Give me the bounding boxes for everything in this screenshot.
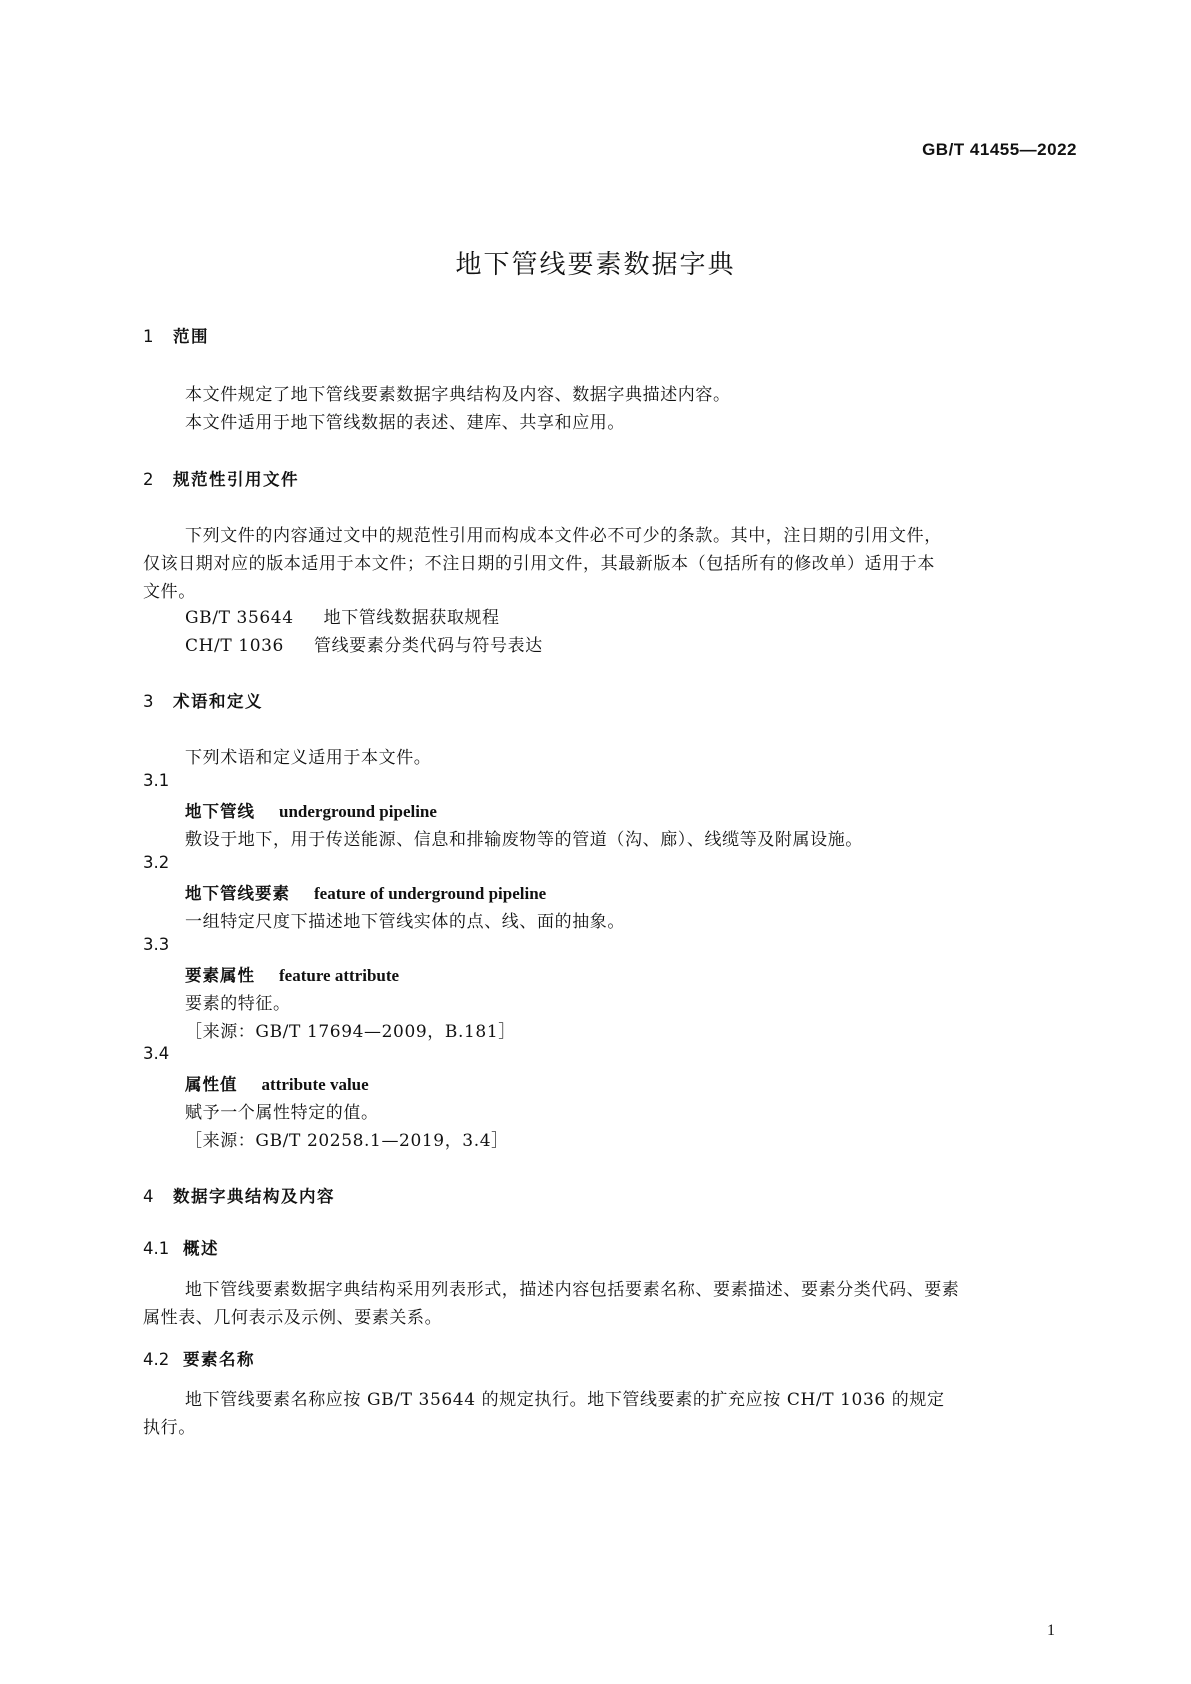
section-title: 范围	[173, 327, 209, 346]
section-title: 数据字典结构及内容	[173, 1187, 335, 1206]
term-number: 3.2	[143, 853, 170, 872]
reference-title: 地下管线数据获取规程	[323, 608, 500, 628]
paragraph: 本文件规定了地下管线要素数据字典结构及内容、数据字典描述内容。	[185, 385, 731, 405]
term-source: ［来源：GB/T 20258.1—2019，3.4］	[185, 1131, 509, 1151]
section-3-heading	[143, 688, 263, 712]
section-number: 3	[143, 692, 154, 711]
term-zh: 要素属性	[185, 966, 255, 985]
paragraph: 本文件适用于地下管线数据的表述、建库、共享和应用。	[185, 413, 625, 433]
paragraph-line: 地下管线要素数据字典结构采用列表形式，描述内容包括要素名称、要素描述、要素分类代码、要素	[185, 1280, 960, 1300]
term-definition: 要素的特征。	[185, 994, 291, 1014]
subsection-4-2-heading	[143, 1346, 255, 1370]
subsection-number: 4.1	[143, 1239, 170, 1258]
term-number: 3.4	[143, 1044, 170, 1063]
section-title: 规范性引用文件	[173, 470, 299, 489]
document-title: 地下管线要素数据字典	[455, 250, 736, 280]
subsection-title: 要素名称	[183, 1350, 255, 1369]
paragraph: 下列术语和定义适用于本文件。	[185, 748, 432, 768]
reference-code: GB/T 35644	[185, 608, 294, 628]
paragraph-line: 仅该日期对应的版本适用于本文件；不注日期的引用文件，其最新版本（包括所有的修改单）适用于本	[143, 554, 935, 574]
term-en: feature attribute	[279, 966, 400, 985]
subsection-number: 4.2	[143, 1350, 170, 1369]
section-4-heading	[143, 1183, 335, 1207]
term-source: ［来源：GB/T 17694—2009，B.181］	[185, 1022, 516, 1042]
paragraph-line: 下列文件的内容通过文中的规范性引用而构成本文件必不可少的条款。其中，注日期的引用文件，	[185, 526, 942, 546]
term-zh: 地下管线要素	[185, 884, 290, 903]
section-number: 1	[143, 327, 154, 346]
term-name	[185, 798, 437, 822]
paragraph-line: 属性表、几何表示及示例、要素关系。	[143, 1308, 443, 1328]
subsection-4-1-heading	[143, 1235, 219, 1259]
term-name	[185, 1071, 369, 1095]
term-zh: 地下管线	[185, 802, 255, 821]
term-definition: 赋予一个属性特定的值。	[185, 1103, 379, 1123]
paragraph-line: 地下管线要素名称应按 GB/T 35644 的规定执行。地下管线要素的扩充应按 CH/T 1036 的规定	[185, 1390, 945, 1410]
term-definition: 敷设于地下，用于传送能源、信息和排输废物等的管道（沟、廊）、线缆等及附属设施。	[185, 830, 863, 850]
term-definition: 一组特定尺度下描述地下管线实体的点、线、面的抽象。	[185, 912, 625, 932]
page-number: 1	[1047, 1622, 1055, 1639]
term-en: underground pipeline	[279, 802, 437, 821]
reference-title: 管线要素分类代码与符号表达	[313, 636, 543, 656]
section-2-heading	[143, 466, 299, 490]
standard-number: GB/T 41455—2022	[922, 140, 1077, 159]
section-number: 2	[143, 470, 154, 489]
reference-item	[185, 631, 543, 656]
subsection-title: 概述	[183, 1239, 219, 1258]
section-title: 术语和定义	[173, 692, 263, 711]
term-en: attribute value	[261, 1075, 369, 1094]
paragraph-line: 执行。	[143, 1418, 196, 1438]
term-zh: 属性值	[185, 1075, 238, 1094]
paragraph-line: 文件。	[143, 582, 196, 602]
reference-code: CH/T 1036	[185, 636, 284, 656]
term-name	[185, 962, 399, 986]
term-number: 3.1	[143, 771, 170, 790]
term-en: feature of underground pipeline	[314, 884, 547, 903]
section-number: 4	[143, 1187, 154, 1206]
reference-item	[185, 603, 500, 628]
term-name	[185, 880, 546, 904]
term-number: 3.3	[143, 935, 170, 954]
section-1-heading	[143, 323, 209, 347]
